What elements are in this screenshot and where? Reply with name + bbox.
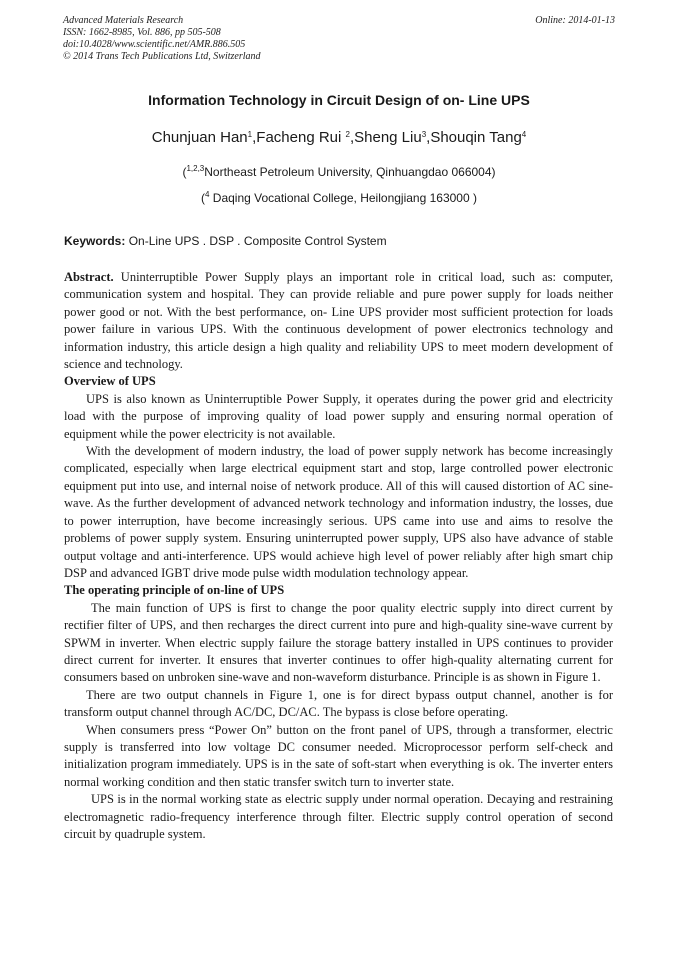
paragraph: There are two output channels in Figure 1, one is for direct bypass output channel, another is for transform output channel through AC/DC, DC/AC. The bypass is close before operating. [64, 687, 613, 720]
affiliation-paren: ( [201, 191, 205, 205]
affiliation-text: Northeast Petroleum University, Qinhuangdao 066004) [204, 165, 496, 179]
affiliation [0, 165, 678, 179]
keywords-text: On-Line UPS . DSP . Composite Control System [125, 234, 387, 248]
paragraph: The main function of UPS is first to change the poor quality electric supply into direct current by rectifier filter of UPS, and then recharges the direct current into pure and high-quality sine-wave current by SPWM in inverter. When electric supply failure the storage battery installed in UPS continues to provider direct current for inverter. It ensures that inverter continues to offer high-quality alternating current for consumers based on unbroken sine-wave and non-waveform disturbance. Principle is as shown in Figure 1. [64, 600, 613, 685]
journal-header [63, 15, 615, 63]
keywords [64, 234, 616, 248]
paragraph: UPS is in the normal working state as electric supply under normal operation. Decaying and restraining electromagnetic radio-frequency interference through filter. Electric supply control operation of second circuit by quadruple system. [64, 792, 613, 841]
paragraph: When consumers press “Power On” button on the front panel of UPS, through a transformer, electric supply is transferred into low voltage DC consumer needed. Microprocessor perform self-check and initialization program immediately. UPS is in the sate of soft-start when everything is ok. The inverter enters normal working condition and then static transfer switch turn to inverter state. [64, 722, 613, 789]
section-heading: Overview of UPS [64, 374, 156, 389]
journal-doi: doi:10.4028/www.scientific.net/AMR.886.505 [63, 39, 246, 50]
abstract-text: Uninterruptible Power Supply plays an important role in critical load, such as: computer, communication system and hospital. They can provide reliable and pure power supply for loads neither power good or not. With the best performance, on- Line UPS provider most sufficient protection for loads power failure in various UPS. With the continuous development of power electronics technology and information industry, this article design a high quality and reliability UPS to meet modern development of science and technology. [64, 270, 613, 372]
author-affiliation-mark: 4 [521, 130, 527, 139]
author-name: Chunjuan Han [151, 129, 248, 146]
paragraph: With the development of modern industry, the load of power supply network has become increasingly complicated, especially when large electrical equipment start and stop, large controlled power electronic equipment put into use, and internal noise of network produce. All of this will caused distortion of AC sine-wave. As the further development of advanced network technology and information industry, the losses, due to power interruption, have become increasingly serious. UPS came into use and aims to resolve the problems of power supply system. Ensuring uninterrupted power supply, UPS also have advance of stable output voltage and anti-interference. UPS would achieve high level of power reliably after high smart chip DSP and advanced IGBT drive mode pulse width modulation technology appear. [64, 444, 613, 580]
author-affiliation-mark: 3 [421, 130, 427, 139]
author-affiliation-mark: 1 [247, 130, 253, 139]
affiliation [0, 191, 678, 205]
author-name: Sheng Liu [354, 129, 422, 146]
affiliation-paren: ( [182, 165, 187, 179]
affiliation-mark: 1,2,3 [186, 164, 205, 173]
author-list: Chunjuan Han$^1$,Facheng Rui $^2$,Sheng Liu$^3$,Shouqin Tang$^4$ [151, 129, 527, 146]
section-heading: The operating principle of on-line of UPS [64, 583, 285, 598]
keywords-label: Keywords: [64, 234, 126, 248]
journal-name: Advanced Materials Research [63, 15, 184, 26]
author-name: Facheng Rui [256, 129, 346, 146]
abstract-label: Abstract. [64, 270, 114, 284]
author-affiliation-mark: 2 [345, 130, 350, 139]
paragraph: UPS is also known as Uninterruptible Power Supply, it operates during the power grid and electricity load with the purpose of improving quality of load power supply and ensuring normal operation of equipment while the power electricity is not available. [64, 391, 613, 441]
paper-body [64, 269, 613, 843]
journal-issn: ISSN: 1662-8985, Vol. 886, pp 505-508 [63, 27, 221, 38]
paper-title: Information Technology in Circuit Design of on- Line UPS [148, 92, 530, 108]
author-name: Shouqin Tang [430, 129, 522, 146]
online-date: Online: 2014-01-13 [535, 15, 615, 26]
abstract [64, 269, 613, 373]
affiliation-mark: 4 [205, 190, 210, 199]
journal-copyright: © 2014 Trans Tech Publications Ltd, Switzerland [63, 51, 261, 62]
affiliation-text: Daqing Vocational College, Heilongjiang 163000 ) [209, 191, 477, 205]
